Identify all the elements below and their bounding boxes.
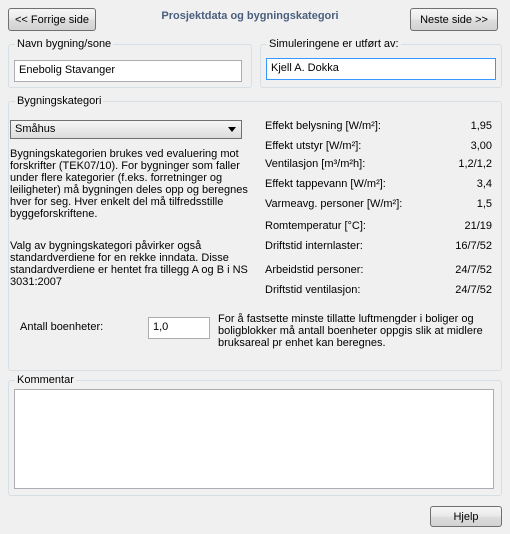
param-value: 24/7/52 — [455, 264, 492, 276]
param-value: 1,2/1,2 — [458, 158, 492, 170]
building-name-input[interactable]: Enebolig Stavanger — [14, 60, 242, 82]
param-value: 1,5 — [476, 198, 492, 210]
param-value: 21/19 — [464, 220, 492, 232]
param-value: 16/7/52 — [455, 240, 492, 252]
param-value: 3,4 — [476, 178, 492, 190]
help-button[interactable]: Hjelp — [430, 506, 502, 527]
dwelling-units-note: For å fastsette minste tillatte luftmengder i boliger og boligblokker må antall boenheter oppgis slik at midlere bruksareal pr enhet kan beregnes. — [218, 313, 483, 349]
param-label: Effekt utstyr [W/m²]: — [265, 140, 362, 152]
building-category-legend: Bygningskategori — [17, 95, 102, 107]
param-label: Arbeidstid personer: — [265, 264, 364, 276]
building-category-select[interactable] — [10, 120, 242, 139]
param-label: Driftstid ventilasjon: — [265, 284, 361, 296]
chevron-down-icon — [228, 127, 236, 132]
param-label: Ventilasjon [m³/m²h]: — [265, 158, 366, 170]
next-page-button[interactable]: Neste side >> — [410, 8, 498, 31]
simulated-by-legend: Simuleringene er utført av: — [269, 38, 399, 50]
param-value: 24/7/52 — [455, 284, 492, 296]
comment-legend: Kommentar — [17, 374, 74, 386]
previous-page-button[interactable]: << Forrige side — [8, 8, 96, 31]
dwelling-units-input[interactable]: 1,0 — [148, 317, 210, 339]
simulated-by-input[interactable]: Kjell A. Dokka — [266, 58, 496, 80]
comment-textarea[interactable] — [14, 389, 494, 489]
dwelling-units-label: Antall boenheter: — [20, 321, 104, 333]
category-description-1: Bygningskategorien brukes ved evaluering mot forskrifter (TEK07/10). For bygninger som faller under flere kategorier (f.eks. forretninger og leiligheter) må bygningen deles opp og beregnes hver for seg. Hver enkelt del må tilfredsstille byggeforskriftene. — [10, 148, 248, 220]
building-category-selected-value: Småhus — [15, 123, 56, 135]
param-label: Effekt tappevann [W/m²]: — [265, 178, 386, 190]
param-value: 1,95 — [470, 120, 492, 132]
param-label: Effekt belysning [W/m²]: — [265, 120, 381, 132]
param-label: Varmeavg. personer [W/m²]: — [265, 198, 403, 210]
building-name-legend: Navn bygning/sone — [17, 38, 112, 50]
category-description-2: Valg av bygningskategori påvirker også standardverdiene for en rekke inndata. Disse standardverdiene er hentet fra tillegg A og B i NS 3031:2007 — [10, 240, 248, 288]
param-value: 3,00 — [470, 140, 492, 152]
page-title: Prosjektdata og bygningskategori — [161, 10, 339, 22]
param-label: Romtemperatur [°C]: — [265, 220, 366, 232]
param-label: Driftstid internlaster: — [265, 240, 363, 252]
